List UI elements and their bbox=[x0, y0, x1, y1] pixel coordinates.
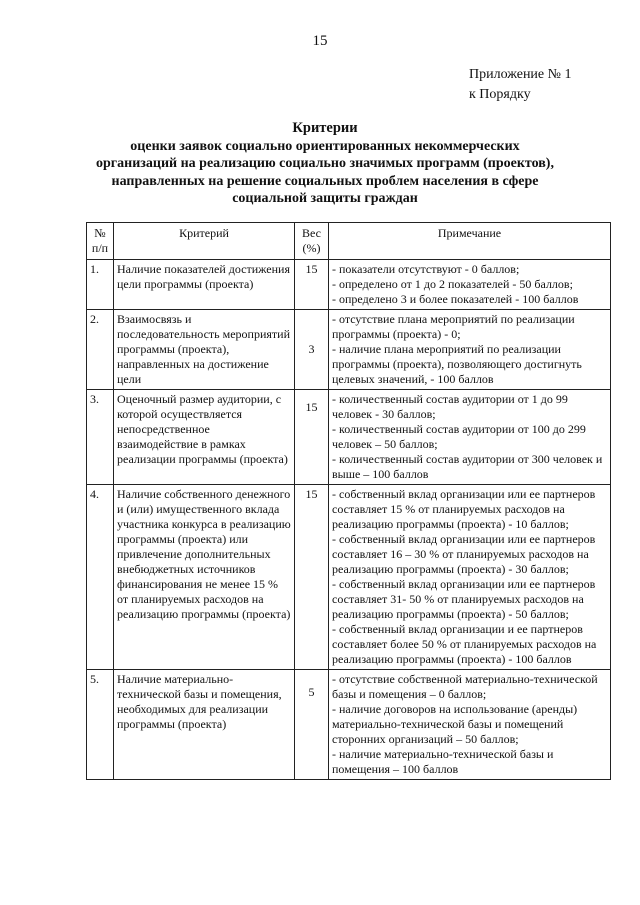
row-criterion: Наличие показателей достижения цели программы (проекта) bbox=[114, 260, 295, 310]
header-criterion: Критерий bbox=[114, 223, 295, 260]
note-line: - собственный вклад организации или ее партнеров составляет 31- 50 % от планируемых расходов на реализацию программы (проекта) - 50 баллов; bbox=[332, 577, 596, 621]
note-line: - наличие плана мероприятий по реализации программы (проекта), позволяющего достигнуть целевых значений, - 100 баллов bbox=[332, 342, 582, 386]
row-note bbox=[329, 390, 611, 485]
note-line: - собственный вклад организации и ее партнеров составляет более 50 % от планируемых расходов на реализацию программы (проекта) - 100 баллов bbox=[332, 622, 597, 666]
title-line-4: социальной защиты граждан bbox=[232, 191, 418, 206]
row-num: 3. bbox=[87, 390, 114, 485]
header-num: № п/п bbox=[87, 223, 114, 260]
note-line: - показатели отсутствуют - 0 баллов; bbox=[332, 262, 520, 276]
row-num: 4. bbox=[87, 485, 114, 670]
row-criterion: Взаимосвязь и последовательность мероприятий программы (проекта), направленных на достижение цели bbox=[114, 310, 295, 390]
row-weight: 3 bbox=[295, 310, 329, 390]
title-heading: Критерии bbox=[292, 120, 358, 136]
note-line: - отсутствие плана мероприятий по реализации программы (проекта) - 0; bbox=[332, 312, 575, 341]
row-criterion: Наличие материально-технической базы и помещения, необходимых для реализации программы (проекта) bbox=[114, 670, 295, 780]
table-row bbox=[87, 310, 611, 390]
title-line-2: организаций на реализацию социально значимых программ (проектов), bbox=[96, 156, 554, 171]
header-weight: Вес (%) bbox=[295, 223, 329, 260]
row-note bbox=[329, 670, 611, 780]
table-row bbox=[87, 485, 611, 670]
note-line: - количественный состав аудитории от 1 до 99 человек - 30 баллов; bbox=[332, 392, 568, 421]
row-note bbox=[329, 310, 611, 390]
note-line: - собственный вклад организации или ее партнеров составляет 15 % от планируемых расходов на реализацию программы (проекта) - 10 баллов; bbox=[332, 487, 596, 531]
row-criterion: Наличие собственного денежного и (или) имущественного вклада участника конкурса в реализацию программы (проекта) или привлечение дополнительных внебюджетных источников финансирования не менее 15 % от планируемых расходов на реализацию программы (проекта) bbox=[114, 485, 295, 670]
note-line: - определено от 1 до 2 показателей - 50 баллов; bbox=[332, 277, 573, 291]
table-row bbox=[87, 260, 611, 310]
criteria-table bbox=[86, 222, 611, 780]
title-line-3: направленных на решение социальных проблем населения в сфере bbox=[111, 173, 539, 189]
note-line: - наличие договоров на использование (аренды) материально-технической базы и помещений сторонних организаций – 50 баллов; bbox=[332, 702, 578, 746]
row-num: 2. bbox=[87, 310, 114, 390]
appendix-line-1: Приложение № 1 bbox=[469, 67, 572, 82]
note-line: - количественный состав аудитории от 100 до 299 человек – 50 баллов; bbox=[332, 422, 586, 451]
appendix-line-2: к Порядку bbox=[469, 87, 531, 102]
note-line: - собственный вклад организации или ее партнеров составляет 16 – 30 % от планируемых расходов на реализацию программы (проекта) - 30 баллов; bbox=[332, 532, 596, 576]
row-note bbox=[329, 485, 611, 670]
note-line: - определено 3 и более показателей - 100 баллов bbox=[332, 292, 579, 306]
header-note: Примечание bbox=[329, 223, 611, 260]
note-line: - количественный состав аудитории от 300 человек и выше – 100 баллов bbox=[332, 452, 603, 481]
table-row bbox=[87, 670, 611, 780]
row-num: 1. bbox=[87, 260, 114, 310]
title-line-1: оценки заявок социально ориентированных некоммерческих bbox=[130, 138, 520, 154]
row-weight: 15 bbox=[295, 390, 329, 485]
row-weight: 15 bbox=[295, 485, 329, 670]
row-weight: 5 bbox=[295, 670, 329, 780]
note-line: - отсутствие собственной материально-технической базы и помещения – 0 баллов; bbox=[332, 672, 598, 701]
note-line: - наличие материально-технической базы и помещения – 100 баллов bbox=[332, 747, 554, 776]
row-note bbox=[329, 260, 611, 310]
appendix-label bbox=[469, 65, 572, 105]
document-title bbox=[95, 120, 555, 208]
row-weight: 15 bbox=[295, 260, 329, 310]
table-row bbox=[87, 390, 611, 485]
row-num: 5. bbox=[87, 670, 114, 780]
table-header-row bbox=[87, 223, 611, 260]
row-criterion: Оценочный размер аудитории, с которой осуществляется непосредственное взаимодействие в рамках реализации программы (проекта) bbox=[114, 390, 295, 485]
page-number: 15 bbox=[312, 33, 328, 49]
